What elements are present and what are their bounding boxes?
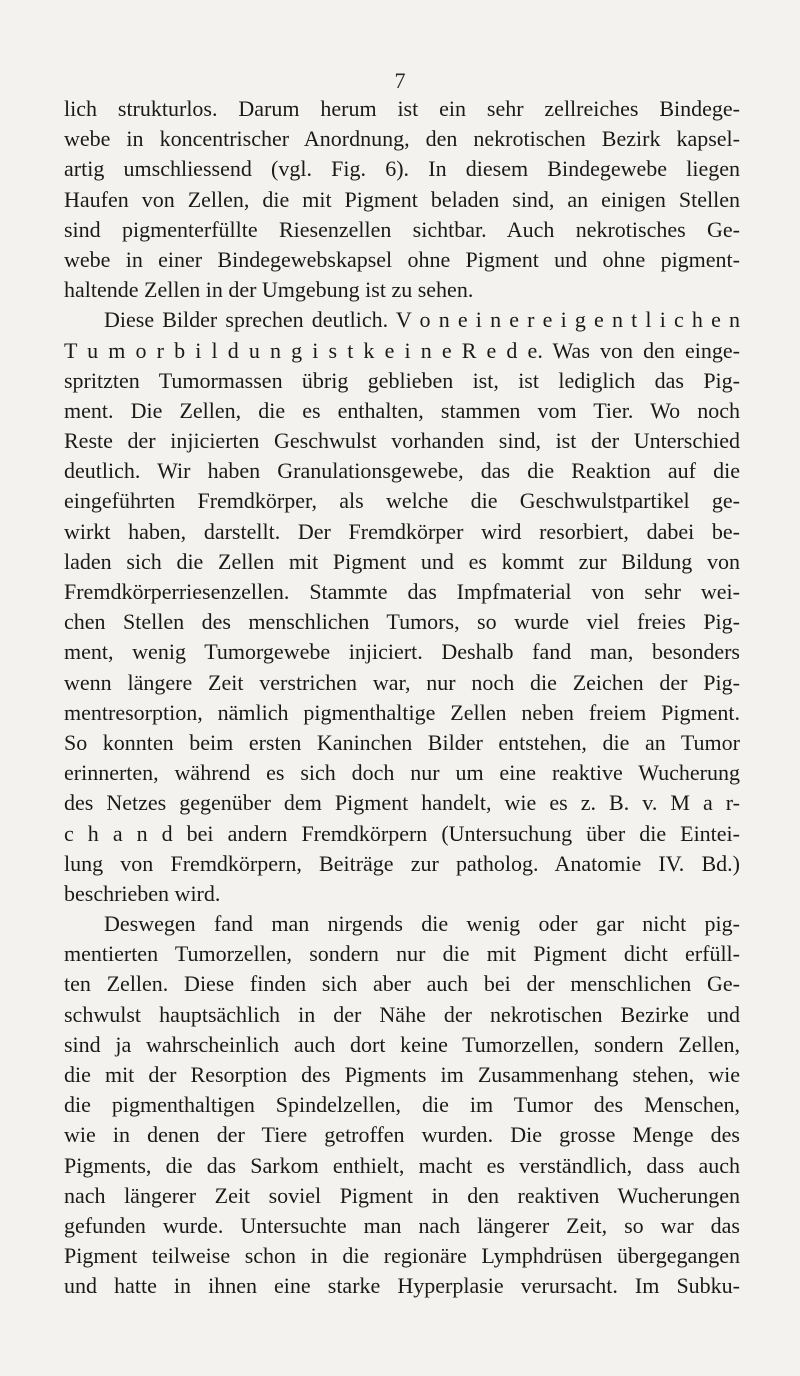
text-line: die pigmenthaltigen Spindelzellen, die im Tumor des Menschen, <box>64 1092 740 1118</box>
text-line: spritzten Tumormassen übrig geblieben ist, ist lediglich das Pig- <box>64 367 740 393</box>
text-line: wirkt haben, darstellt. Der Fremdkörper wird resorbiert, dabei be- <box>64 518 740 544</box>
text-line: mentresorption, nämlich pigmenthaltige Zellen neben freiem Pigment. <box>64 699 740 725</box>
text-line: ten Zellen. Diese finden sich aber auch bei der menschlichen Ge- <box>64 971 740 997</box>
text-line: ment, wenig Tumorgewebe injiciert. Deshalb fand man, besonders <box>64 639 740 665</box>
text-line: T u m o r b i l d u n g i s t k e i n e R e d e. Was von den einge- <box>64 337 740 363</box>
text-line: Haufen von Zellen, die mit Pigment beladen sind, an einigen Stellen <box>64 186 740 212</box>
text-line: sind ja wahrscheinlich auch dort keine Tumorzellen, sondern Zellen, <box>64 1031 740 1057</box>
text-line: mentierten Tumorzellen, sondern nur die mit Pigment dicht erfüll- <box>64 941 740 967</box>
body-text <box>64 94 740 1302</box>
text-line: schwulst hauptsächlich in der Nähe der nekrotischen Bezirke und <box>64 1001 740 1027</box>
text-line: Pigment teilweise schon in die regionäre Lymphdrüsen übergegangen <box>64 1243 740 1269</box>
text-line: haltende Zellen in der Umgebung ist zu sehen. <box>64 277 474 303</box>
text-line: gefunden wurde. Untersuchte man nach längerer Zeit, so war das <box>64 1212 740 1238</box>
text-line: Deswegen fand man nirgends die wenig oder gar nicht pig- <box>104 911 740 937</box>
text-line: wie in denen der Tiere getroffen wurden. Die grosse Menge des <box>64 1122 740 1148</box>
text-line: wenn längere Zeit verstrichen war, nur noch die Zeichen der Pig- <box>64 669 740 695</box>
text-line: sind pigmenterfüllte Riesenzellen sichtbar. Auch nekrotisches Ge- <box>64 216 740 242</box>
text-line: und hatte in ihnen eine starke Hyperplasie verursacht. Im Subku- <box>64 1273 740 1299</box>
page-number: 7 <box>394 68 406 93</box>
text-line: lich strukturlos. Darum herum ist ein sehr zellreiches Bindege- <box>64 96 740 121</box>
text-line: beschrieben wird. <box>64 880 221 906</box>
text-line: artig umschliessend (vgl. Fig. 6). In diesem Bindegewebe liegen <box>64 156 740 182</box>
text-line: ment. Die Zellen, die es enthalten, stammen vom Tier. Wo noch <box>64 397 740 423</box>
text-line: Pigments, die das Sarkom enthielt, macht es verständlich, dass auch <box>64 1152 740 1178</box>
paragraph-3 <box>64 909 740 1301</box>
text-line: nach längerer Zeit soviel Pigment in den reaktiven Wucherungen <box>64 1182 740 1208</box>
text-line: eingeführten Fremdkörper, als welche die Geschwulstpartikel ge- <box>64 488 740 514</box>
text-line: webe in einer Bindegewebskapsel ohne Pigment und ohne pigment- <box>64 246 740 272</box>
text-line: laden sich die Zellen mit Pigment und es kommt zur Bildung von <box>64 548 740 574</box>
text-line: des Netzes gegenüber dem Pigment handelt, wie es z. B. v. M a r- <box>64 790 740 816</box>
text-line: erinnerten, während es sich doch nur um eine reaktive Wucherung <box>64 760 740 786</box>
text-line: chen Stellen des menschlichen Tumors, so wurde viel freies Pig- <box>64 609 740 635</box>
text-line: die mit der Resorption des Pigments im Zusammenhang stehen, wie <box>64 1062 740 1087</box>
text-line: Fremdkörperriesenzellen. Stammte das Impfmaterial von sehr wei- <box>64 579 740 604</box>
text-line: deutlich. Wir haben Granulationsgewebe, das die Reaktion auf die <box>64 458 740 484</box>
paragraph-1 <box>64 94 740 305</box>
text-line: So konnten beim ersten Kaninchen Bilder entstehen, die an Tumor <box>64 729 740 755</box>
text-line: Diese Bilder sprechen deutlich. V o n e i n e r e i g e n t l i c h e n <box>104 307 740 333</box>
text-line: lung von Fremdkörpern, Beiträge zur patholog. Anatomie IV. Bd.) <box>64 850 740 876</box>
text-line: c h a n d bei andern Fremdkörpern (Untersuchung über die Eintei- <box>64 820 740 846</box>
paragraph-2 <box>64 305 740 909</box>
text-line: Reste der injicierten Geschwulst vorhanden sind, ist der Unterschied <box>64 428 740 454</box>
text-line: webe in koncentrischer Anordnung, den nekrotischen Bezirk kapsel- <box>64 126 740 152</box>
